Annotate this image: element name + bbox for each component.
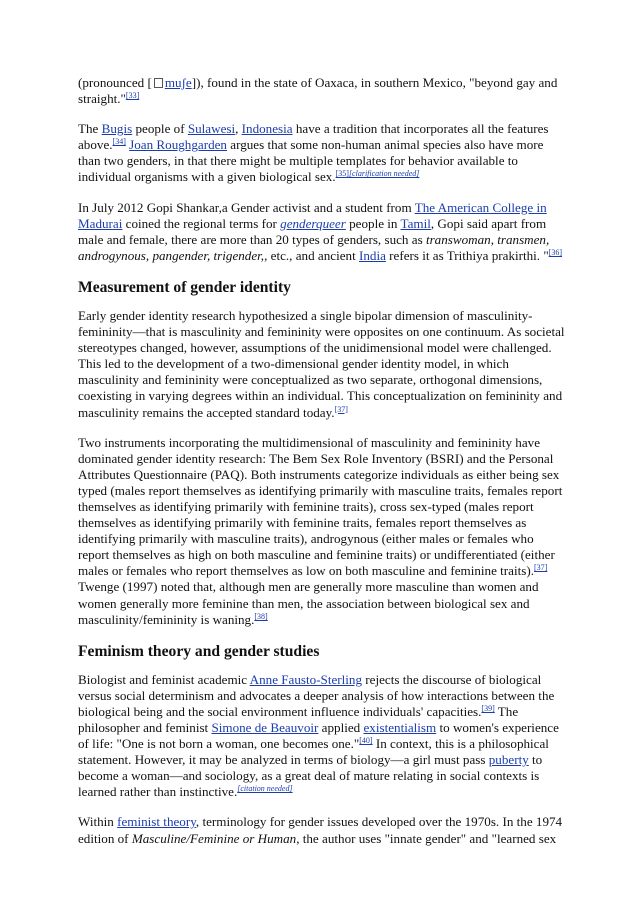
text: , (235, 121, 242, 137)
ref-link[interactable]: [38] (254, 611, 268, 621)
heading-feminism: Feminism theory and gender studies (78, 642, 320, 660)
link-indonesia[interactable]: Indonesia (241, 121, 293, 137)
paragraph-bugis (78, 121, 566, 185)
clarification-needed-link[interactable]: [clarification needed] (348, 169, 420, 179)
ref-link[interactable]: [37] (533, 563, 548, 573)
link-bugis[interactable]: Bugis (101, 121, 133, 137)
link-genderqueer[interactable] (280, 216, 346, 231)
text: refers it as Trithiya prakirthi. " (385, 247, 549, 263)
text: coined the regional terms for (122, 215, 281, 231)
ref-37[interactable] (335, 405, 348, 414)
ref-link[interactable]: [39] (481, 703, 495, 713)
text: ]), found in the state of Oaxaca, in southern Mexico, "beyond gay and straight." (78, 75, 558, 107)
ref-link[interactable]: [33] (125, 91, 140, 101)
text: Two instruments incorporating the multidimensional of masculinity and femininity have dominated gender identity research: The Bem Sex Role Inventory (BSRI) and the Personal Attributes Questionnaire (PAQ). Both instruments categorize individuals as either being sex typed (males report themselves as identifying primarily with masculine traits, females report themselves as identifying primarily with feminine traits), cross sex-typed (males report themselves as identifying primarily with feminine traits, females report themselves as identifying primarily with masculine traits), androgynous (either males or females who report themselves as high on both masculine and feminine traits) or undifferentiated (either males or females who report themselves as low on both masculine and feminine traits). (78, 434, 563, 579)
link-feminist-theory[interactable]: feminist theory (117, 814, 196, 830)
ref-link[interactable]: [37] (334, 404, 348, 414)
text: applied (318, 720, 364, 735)
citation-needed[interactable] (237, 784, 292, 793)
text: Within (78, 814, 118, 830)
paragraph-early-research (78, 308, 566, 421)
book-title: Masculine/Feminine or Human (131, 830, 297, 846)
text: to women's experience of life: "One is not born a woman, one becomes one." (78, 720, 559, 752)
ipa-link[interactable]: muʃe (164, 75, 192, 90)
paragraph-two-instruments (78, 435, 566, 628)
text: In context, this is a philosophical statement. However, it may be analyzed in terms of biology—a girl must pass (78, 736, 549, 768)
ref-33[interactable] (126, 91, 139, 100)
missing-glyph-icon (154, 78, 163, 88)
text: , terminology for gender issues developed over the 1970s. In the 1974 edition of (78, 814, 563, 846)
text: (pronounced [ (78, 75, 152, 90)
text: rejects the discourse of biological versus social determinism and advocates a deeper analysis of how interactions between the biological being and the social environment influence individuals' capacities. (78, 671, 555, 719)
text: have a tradition that incorporates all the features above. (78, 121, 549, 153)
text: people of (132, 121, 188, 137)
ref-40[interactable] (359, 736, 372, 745)
ref-link[interactable]: [40] (359, 736, 373, 746)
link-anne-fausto-sterling[interactable]: Anne Fausto-Sterling (249, 671, 363, 687)
document-page (78, 75, 566, 861)
link-simone-de-beauvoir[interactable]: Simone de Beauvoir (211, 720, 319, 735)
text: The (78, 121, 102, 137)
ref-38[interactable] (254, 612, 267, 621)
text: to become a woman—and sociology, as a great deal of mature relating in social contexts is learned rather than instinctive. (78, 752, 543, 800)
text: , etc., and ancient (264, 247, 359, 263)
link-india[interactable]: India (358, 247, 386, 263)
link-puberty[interactable]: puberty (488, 752, 529, 768)
paragraph-feminist-theory (78, 814, 566, 846)
text: Early gender identity research hypothesized a single bipolar dimension of masculinity-femininity—that is masculinity and femininity were opposites on one continuum. As societal stereotypes changed, however, assumptions of the unidimensional model were challenged. This led to the development of a two-dimensional gender identity model, in which masculinity and femininity were conceptualized as two separate, orthogonal dimensions, coexisting in varying degrees within an individual. This conceptualization on femininity and masculinity remains the accepted standard today. (78, 307, 565, 420)
heading-measurement: Measurement of gender identity (78, 278, 291, 296)
text: , the author uses "innate gender" and "learned sex (296, 830, 557, 846)
link-american-college[interactable]: The American College in Madurai (78, 199, 547, 231)
ref-39[interactable] (481, 704, 494, 713)
italic-text: transwoman, transmen, androgynous, pangender, trigender, (78, 231, 550, 263)
text: argues that some non-human animal species also have more than two genders, in that there might be multiple templates for behavior available to individual organisms with a given biological sex. (78, 137, 544, 185)
text: , Gopi said apart from male and female, there are more than 20 types of genders, such as (78, 215, 547, 247)
link-joan-roughgarden[interactable]: Joan Roughgarden (129, 137, 227, 153)
text: The philosopher and feminist (78, 703, 519, 735)
ref-37[interactable] (534, 563, 547, 572)
text: Twenge (1997) noted that, although men are generally more masculine than women and women generally more feminine than men, the association between biological sex and masculinity/femininity is waning. (78, 579, 539, 627)
citation-needed-link[interactable]: [citation needed] (237, 784, 293, 794)
text: people in (345, 215, 401, 231)
paragraph-fausto-sterling (78, 672, 566, 801)
ref-link[interactable]: [35] (335, 169, 349, 179)
ref-link[interactable]: [36] (548, 247, 563, 257)
link-text: genderqueer (280, 215, 346, 231)
ref-35[interactable] (336, 169, 420, 178)
paragraph-muxe (78, 75, 566, 107)
link-existentialism[interactable]: existentialism (363, 720, 437, 735)
text: Biologist and feminist academic (78, 671, 250, 687)
text: In July 2012 Gopi Shankar,a Gender activist and a student from (78, 199, 415, 215)
ref-link[interactable]: [34] (112, 137, 126, 147)
ref-36[interactable] (549, 248, 562, 257)
link-tamil[interactable]: Tamil (400, 215, 431, 231)
link-sulawesi[interactable]: Sulawesi (187, 121, 236, 137)
ref-34[interactable] (113, 137, 126, 146)
paragraph-gopi-shankar (78, 200, 566, 264)
